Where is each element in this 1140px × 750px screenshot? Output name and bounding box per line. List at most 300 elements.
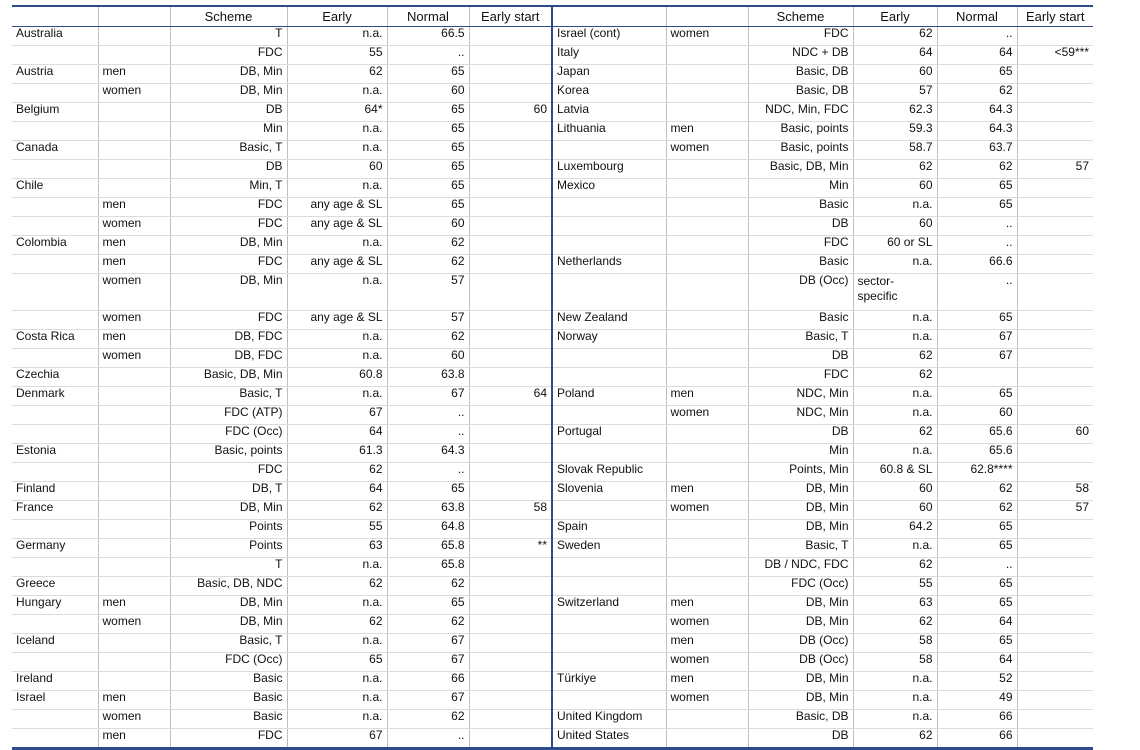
cell-scheme: Points [170,539,287,558]
cell-gender [98,672,170,691]
cell-country [552,198,666,217]
cell-normal: 65 [387,482,469,501]
cell-early: n.a. [853,444,937,463]
header-scheme-right: Scheme [748,6,853,27]
cell-country [12,558,98,577]
table-row [12,615,1093,634]
table-row [12,198,1093,217]
header-early-start-left: Early start [469,6,552,27]
cell-normal: 65 [937,179,1017,198]
cell-scheme: Basic, T [748,539,853,558]
cell-scheme: FDC (Occ) [170,653,287,672]
cell-early-start [1017,539,1093,558]
cell-gender [666,255,748,274]
cell-early-start [469,255,552,274]
cell-normal: 60 [387,349,469,368]
cell-early-start [1017,198,1093,217]
cell-early: 60 [287,160,387,179]
cell-early: 62 [287,615,387,634]
cell-normal: 62 [387,236,469,255]
cell-scheme: Min [748,179,853,198]
cell-normal: 65 [937,634,1017,653]
cell-early: 60.8 & SL [853,463,937,482]
cell-gender [98,160,170,179]
cell-normal: 64.3 [937,103,1017,122]
cell-early-start [1017,710,1093,729]
cell-normal: 63.7 [937,141,1017,160]
cell-scheme: DB (Occ) [748,653,853,672]
cell-early: 60 [853,65,937,84]
table-row [12,501,1093,520]
cell-country [552,444,666,463]
cell-gender: women [666,501,748,520]
cell-early-start [1017,311,1093,330]
cell-early-start [469,691,552,710]
cell-early: 62 [853,729,937,749]
table-row [12,368,1093,387]
cell-country [552,691,666,710]
cell-country [552,501,666,520]
table-row [12,558,1093,577]
cell-early-start [469,425,552,444]
cell-scheme: DB [748,217,853,236]
cell-early: 60 [853,482,937,501]
cell-normal: 65 [387,596,469,615]
cell-scheme: FDC [748,27,853,46]
cell-normal: 65.6 [937,425,1017,444]
cell-country [12,425,98,444]
cell-scheme: DB (Occ) [748,274,853,311]
table-row [12,274,1093,311]
cell-gender [666,84,748,103]
cell-gender: women [666,653,748,672]
cell-early-start: 60 [469,103,552,122]
table-row [12,330,1093,349]
cell-early: 64 [853,46,937,65]
cell-scheme: DB, Min [170,501,287,520]
cell-normal: 62 [387,577,469,596]
cell-early: 60 [853,179,937,198]
cell-early: 62 [853,160,937,179]
cell-normal: 66.5 [387,27,469,46]
cell-early: n.a. [853,672,937,691]
cell-early: any age & SL [287,255,387,274]
cell-early: n.a. [287,558,387,577]
cell-country: United States [552,729,666,749]
table-row [12,236,1093,255]
header-normal-right: Normal [937,6,1017,27]
cell-early-start [469,330,552,349]
cell-early: 58.7 [853,141,937,160]
header-gender-left [98,6,170,27]
cell-early-start [1017,27,1093,46]
table-row [12,520,1093,539]
cell-scheme: DB, Min [170,274,287,311]
table-row [12,425,1093,444]
cell-country [12,653,98,672]
cell-country [12,349,98,368]
cell-normal: 57 [387,311,469,330]
cell-country: Slovenia [552,482,666,501]
cell-scheme: Points [170,520,287,539]
cell-country: Belgium [12,103,98,122]
cell-early: n.a. [287,710,387,729]
cell-normal: 66 [937,710,1017,729]
table-row [12,217,1093,236]
cell-scheme: Basic, T [170,141,287,160]
table-row [12,84,1093,103]
table-row [12,729,1093,749]
table-row [12,255,1093,274]
cell-country [12,615,98,634]
cell-early: 62 [287,463,387,482]
cell-gender: women [666,27,748,46]
cell-gender [98,577,170,596]
cell-normal: 64.3 [387,444,469,463]
cell-gender [666,217,748,236]
cell-country: Canada [12,141,98,160]
cell-scheme: NDC + DB [748,46,853,65]
cell-early: 55 [853,577,937,596]
cell-early-start [1017,255,1093,274]
cell-country: Netherlands [552,255,666,274]
cell-normal: .. [937,217,1017,236]
cell-early: 61.3 [287,444,387,463]
cell-scheme: FDC [170,463,287,482]
cell-normal: 64 [937,46,1017,65]
cell-gender [666,330,748,349]
cell-early-start [1017,615,1093,634]
cell-scheme: DB [748,425,853,444]
cell-normal: 65 [387,122,469,141]
cell-early: n.a. [853,387,937,406]
cell-scheme: DB, Min [748,596,853,615]
cell-normal: 62 [937,501,1017,520]
cell-early: 65 [287,653,387,672]
cell-gender: men [98,236,170,255]
cell-normal: 62 [387,330,469,349]
cell-early: n.a. [287,179,387,198]
cell-country [552,653,666,672]
cell-country: Australia [12,27,98,46]
cell-scheme: Basic, T [748,330,853,349]
header-early-left: Early [287,6,387,27]
cell-early-start [469,179,552,198]
cell-early-start [469,274,552,311]
cell-early-start: 60 [1017,425,1093,444]
cell-scheme: Basic [748,311,853,330]
cell-scheme: DB, FDC [170,349,287,368]
cell-normal: 65 [937,198,1017,217]
cell-normal: 62 [937,84,1017,103]
cell-gender [666,577,748,596]
cell-early-start [1017,444,1093,463]
cell-scheme: Basic, DB, NDC [170,577,287,596]
cell-early-start: ** [469,539,552,558]
cell-country: France [12,501,98,520]
cell-scheme: FDC (Occ) [748,577,853,596]
header-early-right: Early [853,6,937,27]
cell-country [552,558,666,577]
cell-country [552,274,666,311]
cell-country: Finland [12,482,98,501]
cell-gender [666,160,748,179]
cell-gender: men [666,596,748,615]
cell-country: New Zealand [552,311,666,330]
cell-country [12,710,98,729]
cell-early-start [469,122,552,141]
cell-scheme: DB [748,349,853,368]
cell-early: n.a. [853,539,937,558]
cell-gender [666,425,748,444]
table-body [12,6,1093,749]
cell-gender: men [98,198,170,217]
cell-normal: 52 [937,672,1017,691]
cell-normal: 65 [937,577,1017,596]
cell-country: Costa Rica [12,330,98,349]
cell-gender [98,444,170,463]
cell-country: Italy [552,46,666,65]
cell-scheme: Basic [170,691,287,710]
cell-early: 67 [287,406,387,425]
cell-country: Mexico [552,179,666,198]
cell-early-start [1017,634,1093,653]
cell-normal: 65 [387,141,469,160]
cell-normal: 65.8 [387,558,469,577]
cell-normal: .. [387,425,469,444]
cell-early: n.a. [853,311,937,330]
cell-gender [98,103,170,122]
cell-country [552,615,666,634]
cell-scheme: Basic [170,710,287,729]
table-row [12,65,1093,84]
cell-scheme: FDC [170,729,287,749]
cell-country [12,84,98,103]
cell-country: Norway [552,330,666,349]
cell-scheme: DB, Min [170,596,287,615]
cell-scheme: Basic, DB, Min [170,368,287,387]
cell-early-start: 58 [469,501,552,520]
cell-country: Slovak Republic [552,463,666,482]
cell-early: n.a. [853,330,937,349]
cell-early-start [469,463,552,482]
cell-country [12,255,98,274]
cell-normal: .. [387,729,469,749]
cell-normal: 65 [937,65,1017,84]
cell-gender: women [98,84,170,103]
cell-gender: men [98,691,170,710]
cell-country [552,217,666,236]
cell-early-start: 64 [469,387,552,406]
cell-early: n.a. [853,710,937,729]
cell-scheme: Basic, DB [748,84,853,103]
cell-early-start: 57 [1017,160,1093,179]
cell-normal: 67 [937,349,1017,368]
cell-early: n.a. [287,349,387,368]
cell-scheme: Basic, T [170,387,287,406]
cell-gender [666,368,748,387]
cell-early: 62 [287,501,387,520]
cell-early: 63 [287,539,387,558]
cell-early: 55 [287,46,387,65]
cell-early: n.a. [287,691,387,710]
cell-normal: .. [937,27,1017,46]
table-row [12,103,1093,122]
cell-early: n.a. [287,596,387,615]
cell-scheme: FDC [170,217,287,236]
cell-gender [666,463,748,482]
cell-early-start [1017,122,1093,141]
cell-gender [98,425,170,444]
cell-gender [98,141,170,160]
cell-early: 64* [287,103,387,122]
cell-scheme: DB, Min [170,84,287,103]
cell-gender: women [98,274,170,311]
table-row [12,349,1093,368]
cell-normal: 62.8**** [937,463,1017,482]
cell-early: n.a. [287,141,387,160]
cell-normal: 62 [387,615,469,634]
cell-gender [98,463,170,482]
cell-scheme: Min, T [170,179,287,198]
cell-normal: 65.8 [387,539,469,558]
cell-gender [666,311,748,330]
cell-scheme: DB [748,729,853,749]
cell-normal: .. [387,406,469,425]
cell-early-start [469,653,552,672]
cell-gender: men [98,729,170,749]
cell-gender: men [666,482,748,501]
cell-early: 62 [853,615,937,634]
cell-scheme: FDC [170,46,287,65]
cell-early-start [469,84,552,103]
cell-normal: 65 [937,311,1017,330]
table-row [12,577,1093,596]
header-early-start-right: Early start [1017,6,1093,27]
cell-gender [666,198,748,217]
cell-normal: 65 [387,179,469,198]
cell-gender [98,122,170,141]
cell-gender [666,444,748,463]
cell-scheme: NDC, Min [748,406,853,425]
cell-early-start [1017,653,1093,672]
cell-country: Iceland [12,634,98,653]
cell-normal: 67 [387,387,469,406]
cell-early-start [469,217,552,236]
cell-early-start [1017,729,1093,749]
cell-normal: 62 [387,710,469,729]
cell-normal: 63.8 [387,501,469,520]
table-row [12,27,1093,46]
cell-scheme: DB, Min [748,482,853,501]
cell-country: United Kingdom [552,710,666,729]
cell-scheme: Basic, T [170,634,287,653]
cell-early-start [469,406,552,425]
cell-early-start [1017,330,1093,349]
cell-scheme: NDC, Min, FDC [748,103,853,122]
cell-early-start [469,710,552,729]
cell-early: 60 [853,501,937,520]
cell-early: 62 [287,65,387,84]
cell-scheme: Basic [748,255,853,274]
cell-gender [666,65,748,84]
cell-country [552,236,666,255]
cell-normal: .. [937,236,1017,255]
table-row [12,691,1093,710]
cell-country: Estonia [12,444,98,463]
cell-scheme: FDC (ATP) [170,406,287,425]
cell-gender [666,179,748,198]
cell-country: Israel (cont) [552,27,666,46]
cell-normal: 67 [387,691,469,710]
cell-early: 64.2 [853,520,937,539]
cell-gender [98,501,170,520]
cell-country: Ireland [12,672,98,691]
cell-scheme: Basic, points [170,444,287,463]
cell-normal: 49 [937,691,1017,710]
table-row [12,311,1093,330]
cell-early: 67 [287,729,387,749]
cell-scheme: Basic, points [748,122,853,141]
cell-gender [98,179,170,198]
cell-gender [98,482,170,501]
header-country-right [552,6,666,27]
cell-gender [98,520,170,539]
cell-normal: 65 [387,198,469,217]
cell-early: 59.3 [853,122,937,141]
cell-normal: 67 [387,653,469,672]
cell-scheme: DB [170,103,287,122]
cell-country: Hungary [12,596,98,615]
cell-early-start [469,198,552,217]
cell-gender [666,349,748,368]
cell-country: Czechia [12,368,98,387]
cell-country [12,406,98,425]
cell-early: 55 [287,520,387,539]
table-row [12,710,1093,729]
cell-normal: 67 [937,330,1017,349]
cell-scheme: DB, Min [170,615,287,634]
cell-gender: women [666,406,748,425]
cell-early-start [469,482,552,501]
table-row [12,482,1093,501]
header-scheme-left: Scheme [170,6,287,27]
cell-early-start [469,368,552,387]
cell-normal: 64.3 [937,122,1017,141]
cell-normal: 66 [387,672,469,691]
cell-gender [98,653,170,672]
cell-country [12,274,98,311]
cell-early: n.a. [853,255,937,274]
cell-country [552,141,666,160]
cell-early: n.a. [287,122,387,141]
cell-scheme: Min [170,122,287,141]
cell-gender: women [98,311,170,330]
cell-early-start [469,520,552,539]
cell-early-start [469,65,552,84]
cell-normal: 60 [387,217,469,236]
cell-gender: men [98,255,170,274]
cell-early-start [1017,179,1093,198]
cell-scheme: Basic, DB [748,65,853,84]
cell-normal: 62 [937,482,1017,501]
cell-early: n.a. [853,198,937,217]
cell-normal: 65 [387,65,469,84]
cell-early-start [1017,236,1093,255]
cell-normal [937,368,1017,387]
cell-scheme: DB, Min [748,691,853,710]
cell-gender: men [666,634,748,653]
